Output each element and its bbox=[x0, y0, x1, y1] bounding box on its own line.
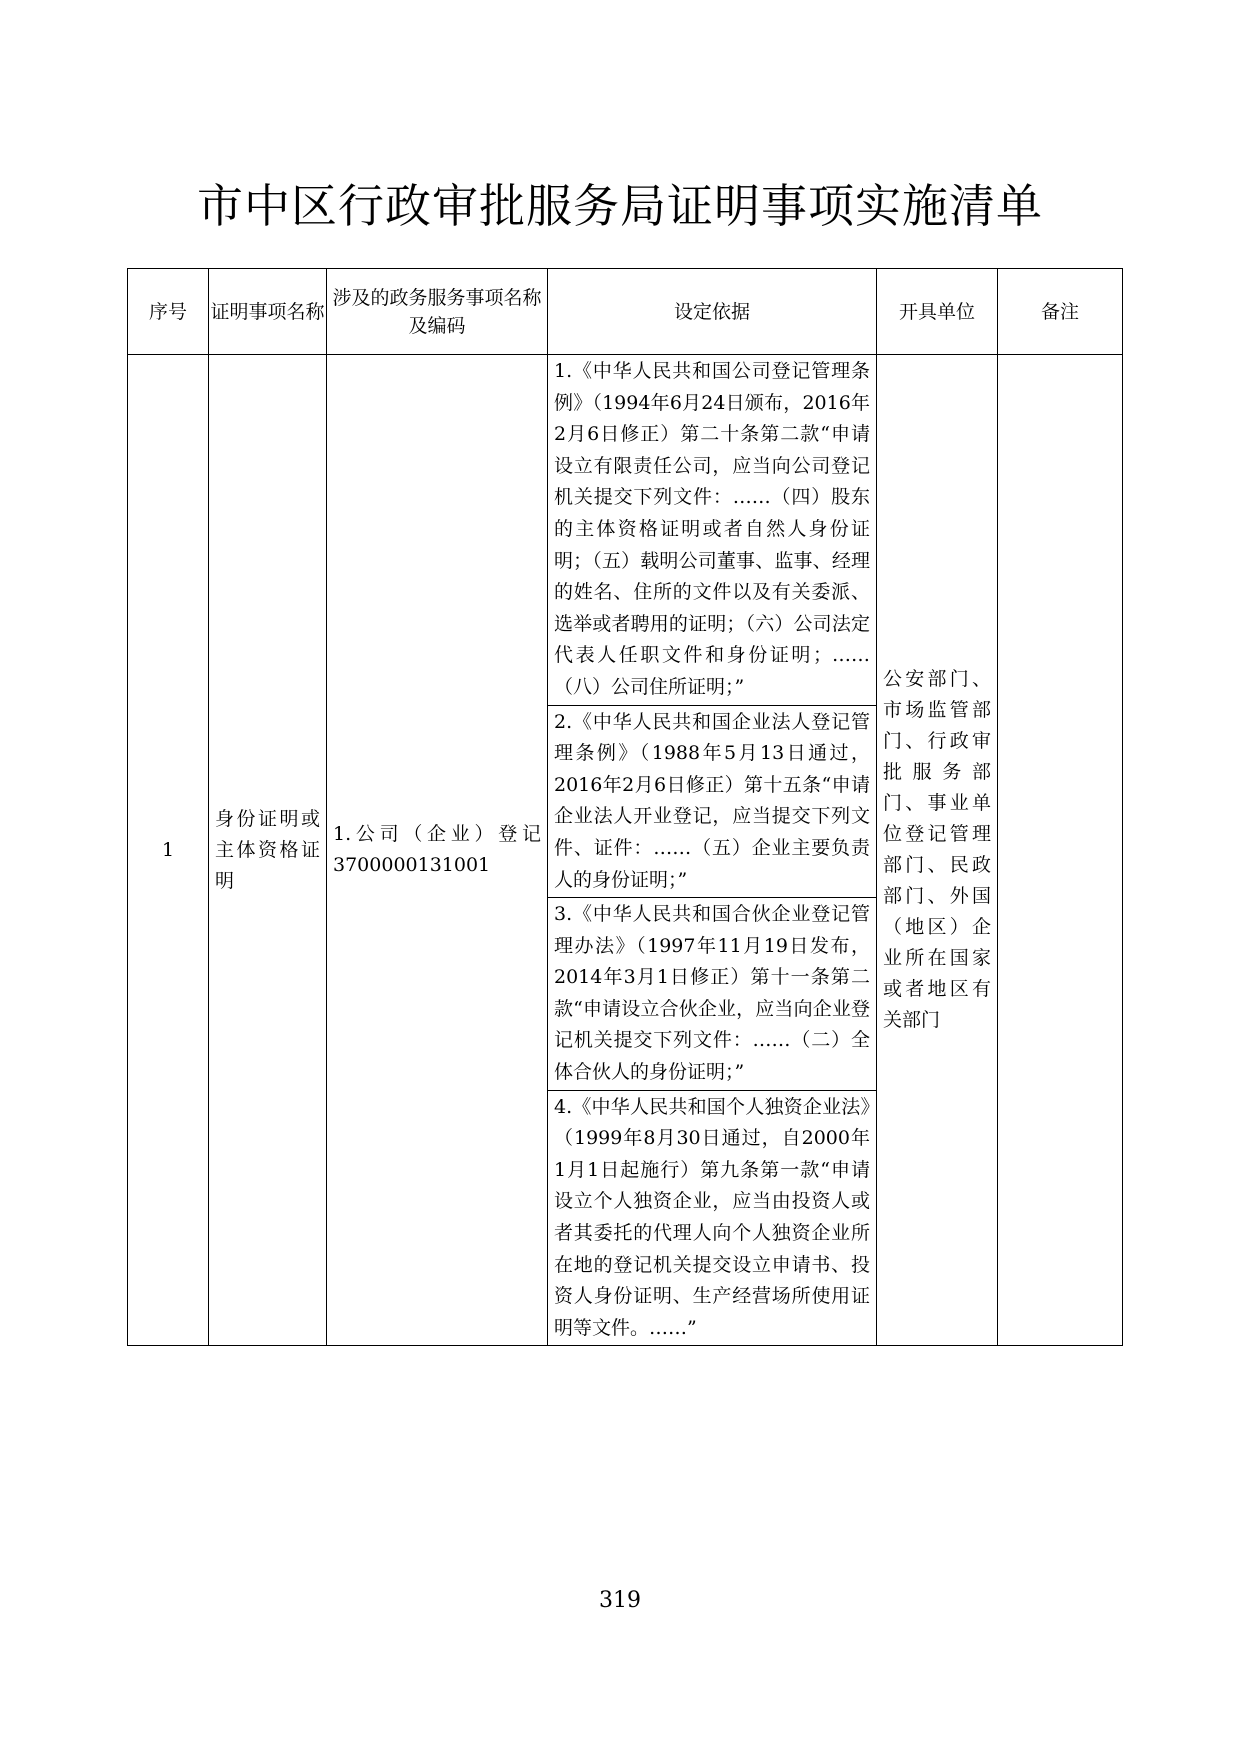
header-service-item: 涉及的政务服务事项名称及编码 bbox=[327, 269, 548, 355]
basis-list bbox=[548, 355, 876, 1345]
row-no: 1 bbox=[128, 355, 209, 1346]
header-no: 序号 bbox=[128, 269, 209, 355]
page-number: 319 bbox=[599, 1588, 641, 1613]
basis-item: 2.《中华人民共和国企业法人登记管理条例》（1988年5月13日通过，2016年2月6日修正）第十五条“申请企业法人开业登记，应当提交下列文件、证件：……（五）企业主要负责人的身份证明；” bbox=[548, 706, 876, 899]
basis-item: 4.《中华人民共和国个人独资企业法》（1999年8月30日通过，自2000年1月1日起施行）第九条第一款“申请设立个人独资企业，应当由投资人或者其委托的代理人向个人独资企业所在地的登记机关提交设立申请书、投资人身份证明、生产经营场所使用证明等文件。……” bbox=[554, 1095, 870, 1339]
header-remarks: 备注 bbox=[998, 269, 1123, 355]
proof-items-table bbox=[127, 268, 1123, 1346]
row-service-item: 1.公司（企业）登记3700000131001 bbox=[327, 355, 548, 1346]
header-issuer: 开具单位 bbox=[877, 269, 998, 355]
row-issuer: 公安部门、市场监管部门、行政审批服务部门、事业单位登记管理部门、民政部门、外国（地区）企业所在国家或者地区有关部门 bbox=[877, 355, 998, 1346]
basis-item: 1.《中华人民共和国公司登记管理条例》（1994年6月24日颁布，2016年2月6日修正）第二十条第二款“申请设立有限责任公司，应当向公司登记机关提交下列文件：……（四）股东的主体资格证明或者自然人身份证明；（五）载明公司董事、监事、经理的姓名、住所的文件以及有关委派、选举或者聘用的证明；（六）公司法定代表人任职文件和身份证明；……（八）公司住所证明；” bbox=[548, 355, 876, 706]
row-basis bbox=[548, 355, 877, 1346]
row-item-name: 身份证明或主体资格证明 bbox=[209, 355, 327, 1346]
header-item-name: 证明事项名称 bbox=[209, 269, 327, 355]
header-basis: 设定依据 bbox=[548, 269, 877, 355]
table-header-row bbox=[128, 269, 1123, 355]
page-title: 市中区行政审批服务局证明事项实施清单 bbox=[197, 179, 1043, 233]
row-remarks bbox=[998, 355, 1123, 1346]
table-row bbox=[128, 355, 1123, 1346]
basis-item: 3.《中华人民共和国合伙企业登记管理办法》（1997年11月19日发布，2014年3月1日修正）第十一条第二款“申请设立合伙企业，应当向企业登记机关提交下列文件：……（二）全体合伙人的身份证明；” bbox=[548, 898, 876, 1091]
